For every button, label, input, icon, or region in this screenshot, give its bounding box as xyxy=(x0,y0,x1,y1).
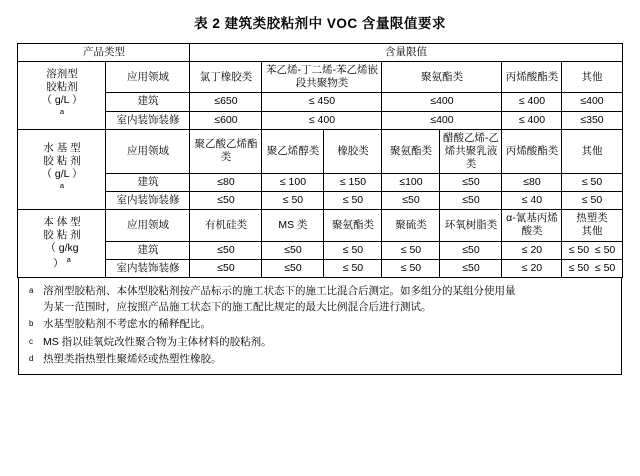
footnote-c xyxy=(29,334,611,350)
limit-value: ≤80 xyxy=(502,174,562,192)
column-header: 其他 xyxy=(562,62,622,93)
table-row xyxy=(18,111,622,129)
table-row xyxy=(18,192,622,210)
footnote-marker: b xyxy=(29,319,34,329)
table-footnotes xyxy=(18,278,622,375)
limit-value: ≤400 xyxy=(382,93,502,111)
limit-value: ≤50 xyxy=(440,241,502,259)
limit-value: ≤600 xyxy=(190,111,262,129)
limit-value: ≤400 xyxy=(562,93,622,111)
limit-value: ≤ 20 xyxy=(502,259,562,277)
limit-value: ≤ 50 ≤ 50 xyxy=(562,259,622,277)
limit-value: ≤ 50 xyxy=(382,259,440,277)
subheader-application-field: 应用领域 xyxy=(106,129,190,173)
row-label: 室内装饰装修 xyxy=(106,259,190,277)
footnote-a xyxy=(29,283,611,316)
footnote-marker: c xyxy=(29,336,33,346)
table-row xyxy=(18,259,622,277)
footnote-text: MS 指以硅氧烷改性聚合物为主体材料的胶粘剂。 xyxy=(43,335,272,348)
column-header: 聚硫类 xyxy=(382,210,440,241)
limit-value: ≤ 100 xyxy=(262,174,324,192)
column-header: 有机硅类 xyxy=(190,210,262,241)
limit-value: ≤ 400 xyxy=(262,111,382,129)
limit-value: ≤50 xyxy=(440,174,502,192)
category-bulk-type: 本 体 型 胶 粘 剂 （ g/kg ） $^a$ xyxy=(18,210,106,278)
row-label: 室内装饰装修 xyxy=(106,111,190,129)
column-header: 丙烯酸酯类 xyxy=(502,62,562,93)
column-header: 苯乙烯-丁二烯-苯乙烯嵌段共聚物类 xyxy=(262,62,382,93)
header-product-type: 产品类型 xyxy=(18,44,190,62)
footnote-marker: d xyxy=(29,353,34,363)
row-label: 建筑 xyxy=(106,241,190,259)
column-header: 醋酸乙烯-乙烯共聚乳液类 xyxy=(440,129,502,173)
limit-value: ≤ 40 xyxy=(502,192,562,210)
limit-value: ≤50 xyxy=(262,241,324,259)
limit-value: ≤100 xyxy=(382,174,440,192)
footnote-text: 水基型胶粘剂不考虑水的稀释配比。 xyxy=(43,318,211,331)
limit-value: ≤650 xyxy=(190,93,262,111)
limit-value: ≤80 xyxy=(190,174,262,192)
limit-value: ≤ 400 xyxy=(502,93,562,111)
limit-value: ≤ 20 xyxy=(502,241,562,259)
table-row xyxy=(18,129,622,173)
limit-value: ≤ 50 xyxy=(382,241,440,259)
limit-value: ≤50 xyxy=(382,192,440,210)
column-header: 聚乙酸乙烯酯类 xyxy=(190,129,262,173)
page-title: 表 2 建筑类胶粘剂中 VOC 含量限值要求 xyxy=(194,16,446,31)
table-row xyxy=(18,241,622,259)
limit-value: ≤50 xyxy=(190,241,262,259)
column-header: 环氧树脂类 xyxy=(440,210,502,241)
table-row xyxy=(18,62,622,93)
column-header: 热塑类 其他 xyxy=(562,210,622,241)
column-header: 丙烯酸酯类 xyxy=(502,129,562,173)
limit-value: ≤ 50 xyxy=(324,259,382,277)
footnote-d xyxy=(29,351,611,367)
column-header: 氯丁橡胶类 xyxy=(190,62,262,93)
limit-value: ≤ 50 ≤ 50 xyxy=(562,241,622,259)
column-header: 其他 xyxy=(562,129,622,173)
limit-value: ≤400 xyxy=(382,111,502,129)
limit-value: ≤50 xyxy=(190,192,262,210)
limit-value: ≤50 xyxy=(190,259,262,277)
limit-value: ≤350 xyxy=(562,111,622,129)
subheader-application-field: 应用领域 xyxy=(106,210,190,241)
limit-value: ≤50 xyxy=(440,192,502,210)
row-label: 建筑 xyxy=(106,174,190,192)
category-water-based: 水 基 型 胶 粘 剂 （ g/L ） $^a$ xyxy=(18,129,106,210)
table-row xyxy=(18,93,622,111)
column-header: 橡胶类 xyxy=(324,129,382,173)
limit-value: ≤ 50 xyxy=(562,174,622,192)
row-label: 建筑 xyxy=(106,93,190,111)
limit-value: ≤ 400 xyxy=(502,111,562,129)
voc-limits-table xyxy=(17,43,622,278)
footnote-marker: a xyxy=(29,285,34,295)
column-header: 聚氨酯类 xyxy=(324,210,382,241)
limit-value: ≤ 50 xyxy=(324,241,382,259)
column-header: 聚乙烯醇类 xyxy=(262,129,324,173)
header-limit-value: 含量限值 xyxy=(190,44,622,62)
footnote-text: 热塑类指热塑性聚烯烃或热塑性橡胶。 xyxy=(43,352,222,365)
limit-value: ≤50 xyxy=(262,259,324,277)
category-solvent-based: 溶剂型 胶粘剂 （ g/L ） $^a$ xyxy=(18,62,106,130)
table-header-row xyxy=(18,44,622,62)
column-header: α-氰基丙烯酸类 xyxy=(502,210,562,241)
table-row xyxy=(18,210,622,241)
footnote-b xyxy=(29,316,611,332)
limit-value: ≤ 50 xyxy=(262,192,324,210)
column-header: MS 类 xyxy=(262,210,324,241)
limit-value: ≤ 150 xyxy=(324,174,382,192)
limit-value: ≤ 450 xyxy=(262,93,382,111)
column-header: 聚氨酯类 xyxy=(382,62,502,93)
limit-value: ≤ 50 xyxy=(562,192,622,210)
limit-value: ≤ 50 xyxy=(324,192,382,210)
row-label: 室内装饰装修 xyxy=(106,192,190,210)
limit-value: ≤50 xyxy=(440,259,502,277)
table-row xyxy=(18,174,622,192)
subheader-application-field: 应用领域 xyxy=(106,62,190,93)
footnote-text: 溶剂型胶粘剂、本体型胶粘剂按产品标示的施工状态下的施工比混合后测定。如多组分的某组分使用量 为某一范围时，应按照产品施工状态下的施工配比规定的最大比例混合后进行测试。 xyxy=(43,284,516,314)
column-header: 聚氨酯类 xyxy=(382,129,440,173)
